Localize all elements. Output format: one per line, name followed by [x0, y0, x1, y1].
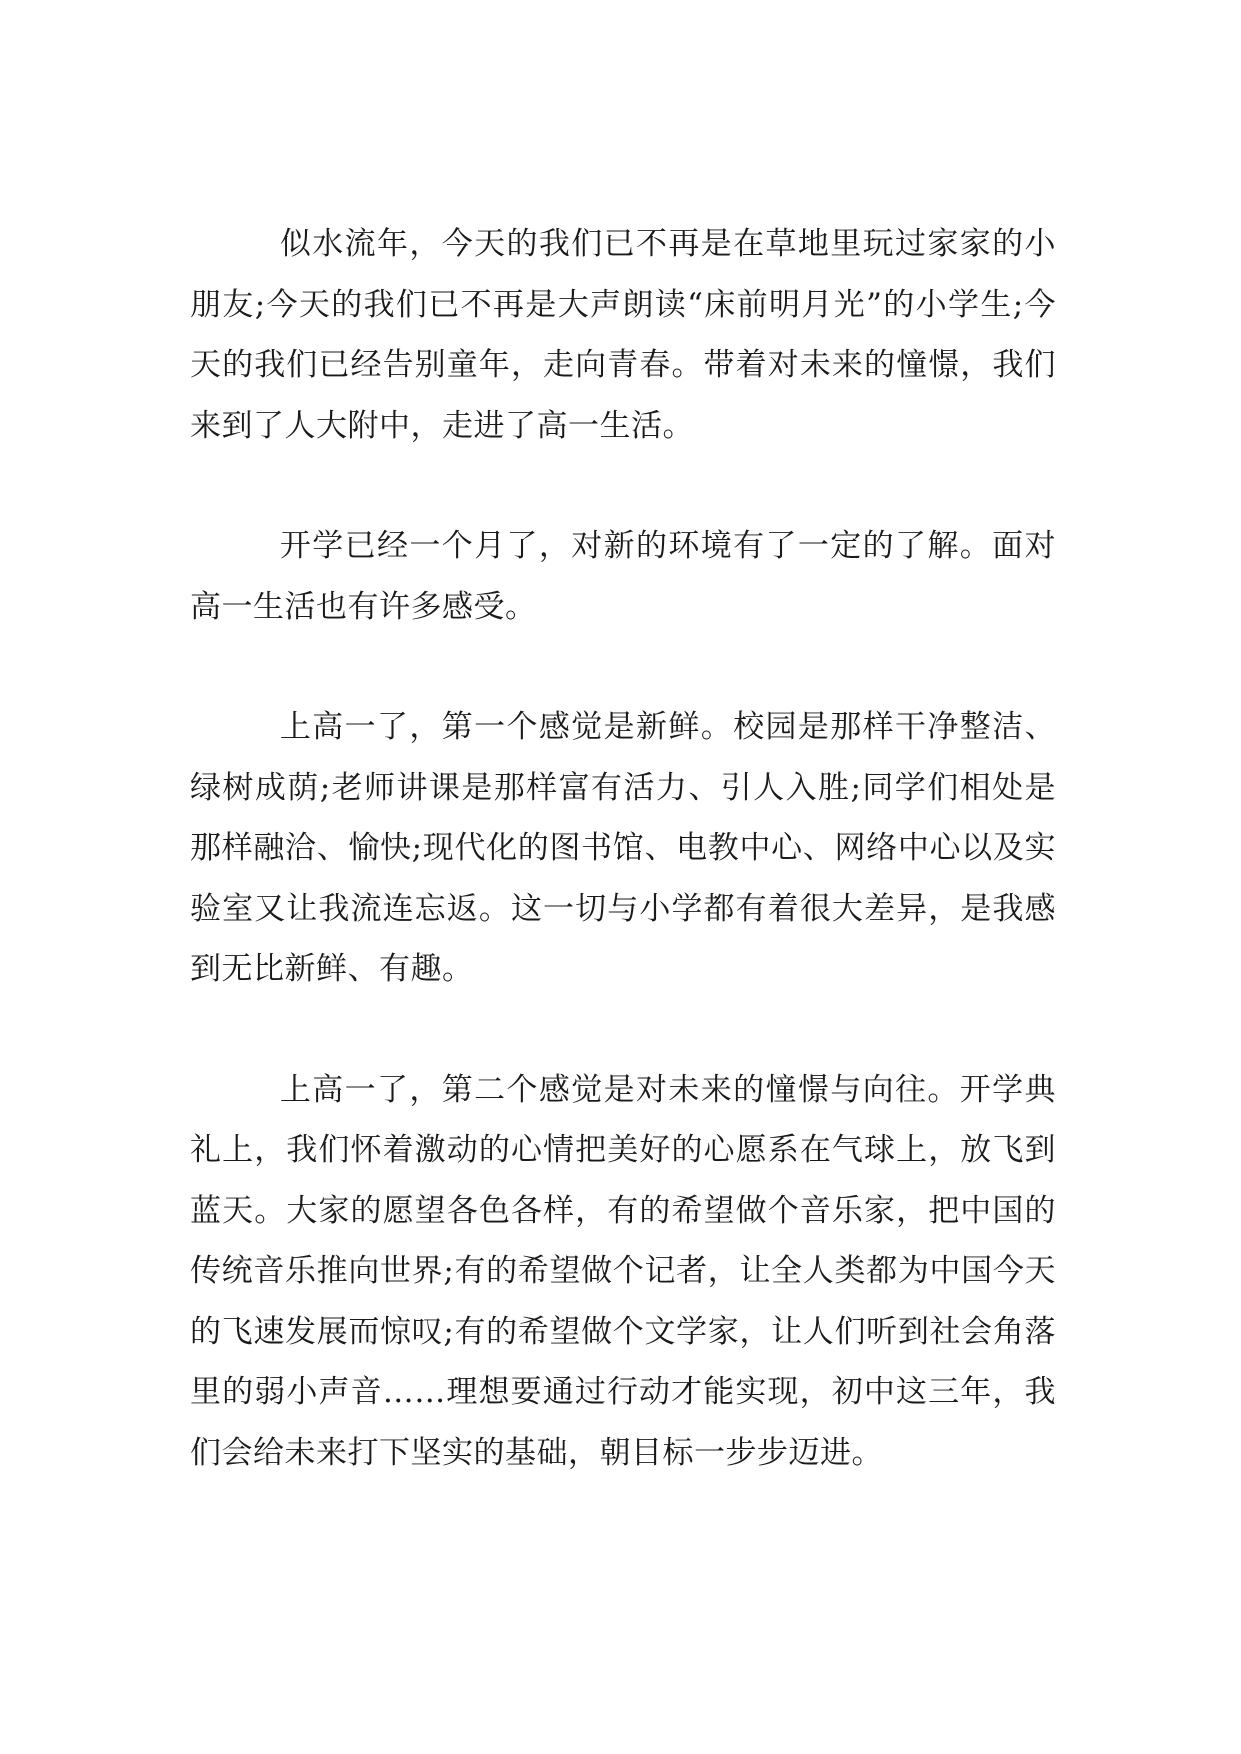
- paragraph-2: 开学已经一个月了，对新的环境有了一定的了解。面对高一生活也有许多感受。: [190, 528, 1056, 625]
- paragraph-4: 上高一了，第二个感觉是对未来的憧憬与向往。开学典礼上，我们怀着激动的心情把美好的心愿系在气球上，放飞到蓝天。大家的愿望各色各样，有的希望做个音乐家，把中国的传统音乐推向世界;有的希望做个记者，让全人类都为中国今天的飞速发展而惊叹;有的希望做个文学家，让人们听到社会角落里的弱小声音……理想要通过行动才能实现，初中这三年，我们会给未来打下坚实的基础，朝目标一步步迈进。: [190, 1071, 1056, 1471]
- paragraph-3: 上高一了，第一个感觉是新鲜。校园是那样干净整洁、绿树成荫;老师讲课是那样富有活力、引人入胜;同学们相处是那样融洽、愉快;现代化的图书馆、电教中心、网络中心以及实验室又让我流连忘返。这一切与小学都有着很大差异，是我感到无比新鲜、有趣。: [190, 709, 1056, 987]
- document-body: [190, 214, 1056, 1483]
- paragraph-1: 似水流年，今天的我们已不再是在草地里玩过家家的小朋友;今天的我们已不再是大声朗读“床前明月光”的小学生;今天的我们已经告别童年，走向青春。带着对未来的憧憬，我们来到了人大附中，走进了高一生活。: [190, 226, 1056, 444]
